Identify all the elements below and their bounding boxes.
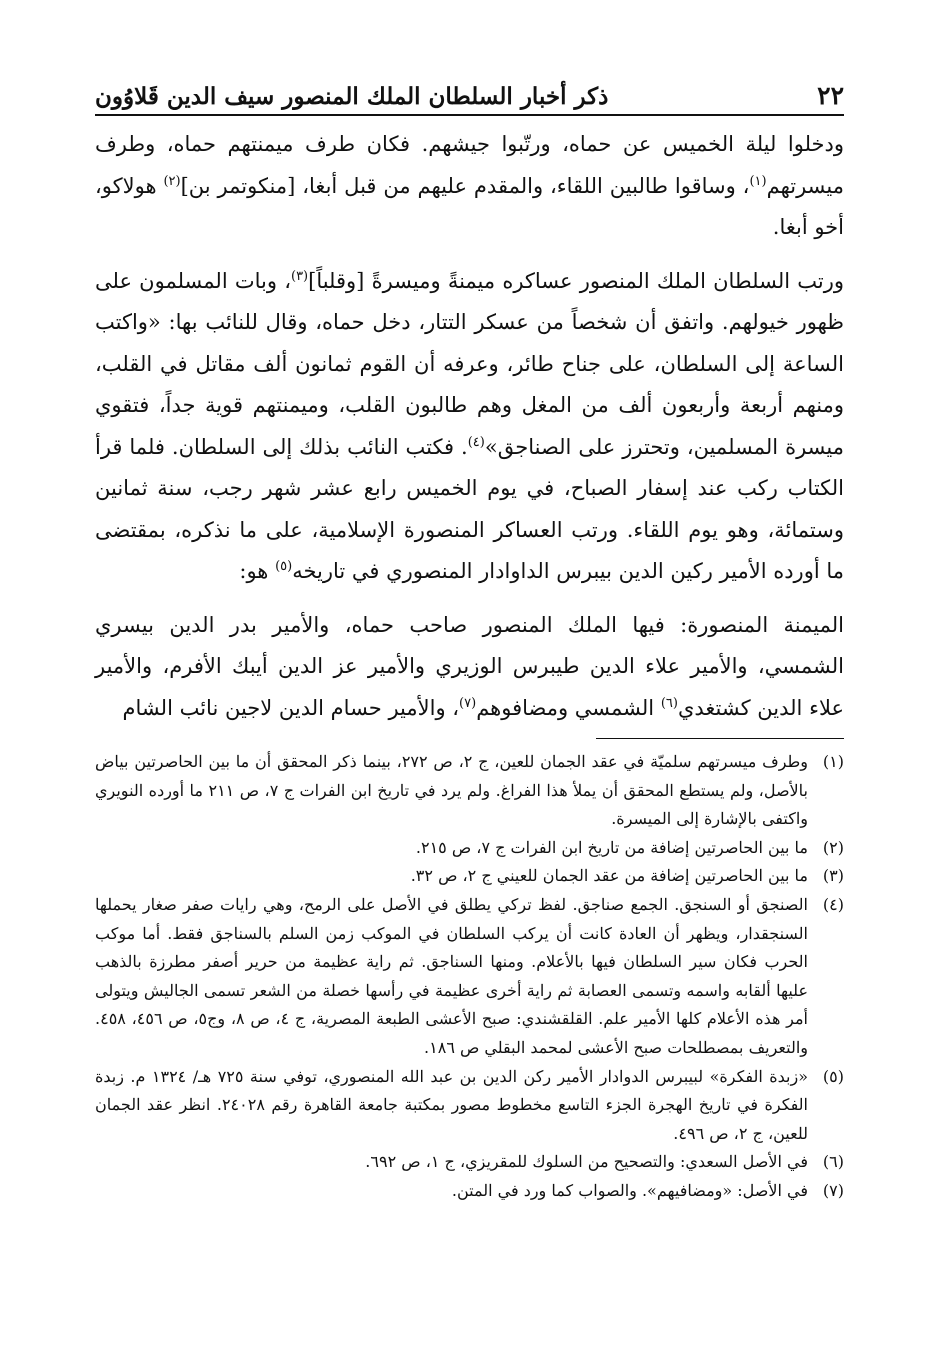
footnote-text: في الأصل: «ومضافيهم». والصواب كما ورد في المتن.	[451, 1180, 808, 1200]
footnote-ref-2[interactable]: (٢)	[163, 173, 181, 189]
text-run: ، وساقوا طالبين اللقاء، والمقدم عليهم من قبل أبغا، [منكوتمر بن]	[180, 173, 750, 198]
text-run: ، وبات المسلمون على ظهور خيولهم. واتفق أن شخصاً من عسكر التتار، دخل حماه، وقال للنائب بها: «واكتب الساعة إلى السلطان، على جناح طائر، وعرفه أن القوم ثمانون ألف مقاتل في القلب، ومنهم أربعة وأربعون ألف من المغل وهم طالبون القلب، وميمنتهم قوية جداً، فتقوي ميسرة المسلمين، وتحترز على الصناجق»	[95, 268, 844, 459]
text-run: ودخلوا ليلة الخميس عن حماه، ورتّبوا جيشهم. فكان طرف ميمنتهم حماه، وطرف ميسرتهم	[95, 132, 845, 198]
footnote-text: الصنجق أو السنجق. الجمع صناجق. لفظ تركي يطلق في الأصل على الرمح، وهي رايات صفر صغار يحملها السنجقدار، ويظهر أن العادة كانت أن يركب السلطان في الموكب زمن السلم بالسناجق فقط. أما موكب الحرب فكان سير السلطان فيها بالأعلام. ومنها السناجق. ثم راية عظيمة من حرير أصفر مطرزة بالذهب عليها ألقابه واسمه وتسمى العصابة ثم راية أخرى عظيمة في رأسها خصلة من الشعر تسمى الجاليش ويتولى أمر هذه الأعلام كلها الأمير علم. القلقشندي: صبح الأعشى الطبعة المصرية، ج ٤، ص ٨، وج٥، ص ٤٥٦، ٤٥٨. والتعريف بمصطلحات صبح الأعشى لمحمد البقلي ص ١٨٦.	[95, 894, 809, 1057]
text-run: الميمنة المنصورة: فيها الملك المنصور صاحب حماه، والأمير بدر الدين بيسري الشمسي، والأمير علاء الدين طيبرس الوزيري والأمير عز الدين أيبك الأفرم، والأمير علاء الدين كشتغدي	[95, 612, 844, 720]
footnote-text: وطرف ميسرتهم سلميّة في عقد الجمان للعين، ج ٢، ص ٢٧٢، بينما ذكر المحقق أن ما بين الحاصرتين بياض بالأصل، ولم يستطع المحقق أن يملأ هذا الفراغ. ولم يرد في تاريخ ابن الفرات ج ٧، ص ٢١١ ما أورده النويري واكتفى بالإشارة إلى الميسرة.	[95, 752, 808, 829]
paragraph-3	[95, 605, 844, 730]
footnote-ref-3[interactable]: (٣)	[290, 268, 309, 284]
footnote-4	[95, 891, 844, 1063]
footnote-text: «زبدة الفكرة» لبيبرس الدوادار الأمير ركن الدين بن عبد الله المنصوري، توفي سنة ٧٢٥ هـ/ ١٣٢٤ م. زبدة الفكرة في تاريخ الهجرة الجزء التاسع مخطوط مصور بمكتبة جامعة القاهرة رقم ٢٤٠٢٨. انظر عقد الجمان للعين، ج ٢، ص ٤٩٦.	[95, 1066, 809, 1143]
footnote-1	[95, 748, 844, 834]
footnote-ref-5[interactable]: (٥)	[275, 559, 293, 574]
footnote-text: ما بين الحاصرتين إضافة من تاريخ ابن الفرات ج ٧، ص ٢١٥.	[415, 837, 808, 857]
footnote-number: (٧)	[822, 1180, 844, 1200]
footnote-number: (٢)	[822, 837, 844, 857]
text-run: ، والأمير حسام الدين لاجين نائب الشام	[122, 695, 460, 720]
text-run: . فكتب النائب بذلك إلى السلطان. فلما قرأ الكتاب ركب عند إسفار الصباح، في يوم الخميس رابع عشر شهر رجب، سنة ثمانين وستمائة، وهو يوم اللقاء. ورتب العساكر المنصورة الإسلامية، على ما نذكره، بمقتضى ما أورده الأمير ركين الدين بيبرس الداوادار المنصوري في تاريخه	[95, 434, 844, 583]
footnote-5	[95, 1063, 844, 1149]
page-header	[95, 72, 844, 116]
footnote-number: (٣)	[822, 866, 844, 886]
footnote-divider	[596, 738, 844, 739]
page-number: ٢٢	[817, 81, 844, 110]
text-run: الشمسي ومضافوهم	[476, 695, 661, 720]
footnote-number: (١)	[822, 752, 844, 771]
footnote-6	[95, 1148, 844, 1177]
text-run: ورتب السلطان الملك المنصور عساكره ميمنةً وميسرةً [وقلباً]	[308, 268, 845, 293]
footnote-number: (٦)	[822, 1152, 844, 1172]
footnote-number: (٥)	[822, 1066, 844, 1086]
footnote-7	[95, 1177, 844, 1206]
paragraph-2	[95, 261, 844, 593]
footnote-text: ما بين الحاصرتين إضافة من عقد الجمان للعيني ج ٢، ص ٣٢.	[410, 866, 808, 886]
footnote-ref-4[interactable]: (٤)	[467, 434, 485, 450]
footnote-ref-7[interactable]: (٧)	[459, 695, 477, 711]
footnote-number: (٤)	[822, 894, 844, 914]
text-run: هو:	[239, 559, 276, 583]
main-text	[95, 124, 844, 729]
footnote-ref-6[interactable]: (٦)	[660, 695, 678, 711]
footnote-ref-1[interactable]: (١)	[749, 173, 767, 189]
footnote-2	[95, 834, 844, 863]
footnotes-section	[95, 748, 844, 1206]
paragraph-1	[95, 124, 844, 249]
text-run: هولاكو، أخو أبغا.	[95, 173, 844, 239]
running-title: ذكر أخبار السلطان الملك المنصور سيف الدين قَلاوُون	[95, 83, 609, 110]
footnote-text: في الأصل السعدي: والتصحيح من السلوك للمقريزي، ج ١، ص ٦٩٢.	[365, 1152, 808, 1172]
footnote-3	[95, 862, 844, 891]
